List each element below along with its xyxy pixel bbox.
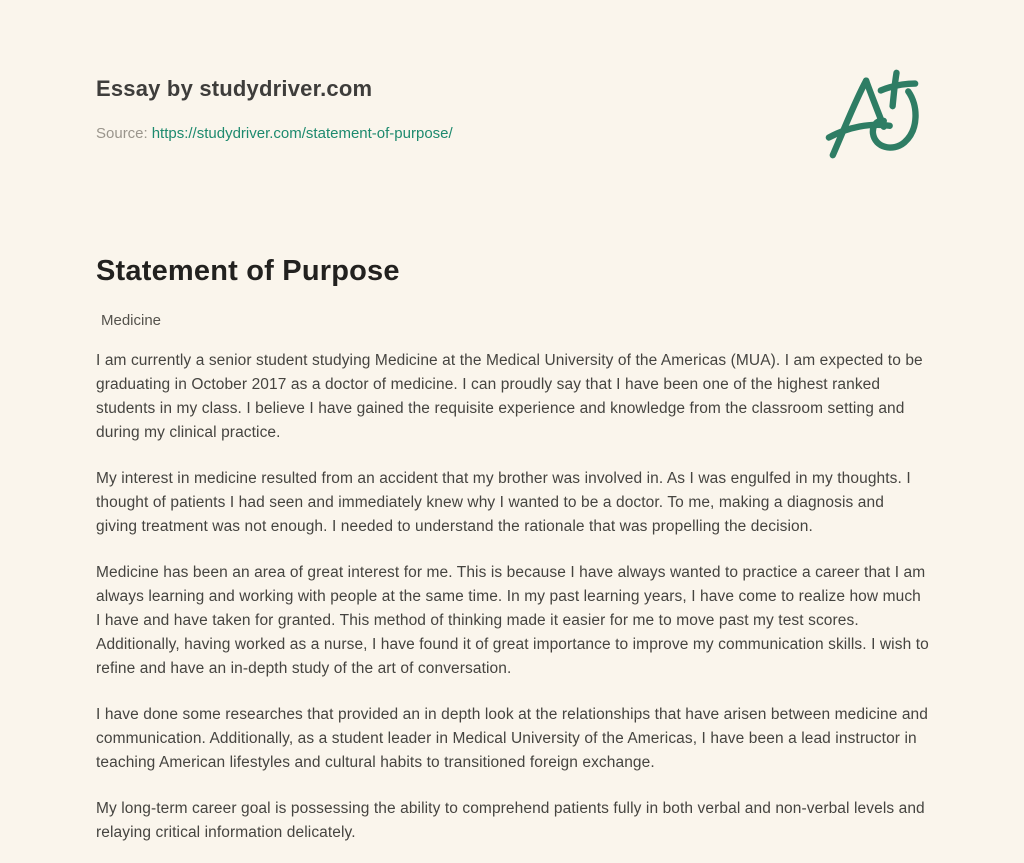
- essay-paragraph: I have done some researches that provided an in depth look at the relationships that have arisen between medicine and communication. Additionally, as a student leader in Medical University of the Americas, I have been a lead instructor in teaching American lifestyles and cultural habits to transitioned foreign exchange.: [96, 706, 929, 772]
- source-label: Source:: [96, 125, 148, 142]
- essay-paragraph: I am currently a senior student studying Medicine at the Medical University of the Americas (MUA). I am expected to be graduating in October 2017 as a doctor of medicine. I can proudly say that I have been one of the highest ranked students in my class. I believe I have gained the requisite experience and knowledge from the classroom setting and during my clinical practice.: [96, 352, 923, 442]
- essay-paragraph: Medicine has been an area of great interest for me. This is because I have always wanted to practice a career that I am always learning and working with people at the same time. In my past learning years, I have come to realize how much I have and have taken for granted. This method of thinking made it easier for me to move past my test scores. Additionally, having worked as a nurse, I have found it of great importance to improve my communication skills. I wish to refine and have an in-depth study of the art of conversation.: [96, 564, 929, 678]
- page-title: Essay by studydriver.com: [96, 76, 373, 101]
- source-url-link[interactable]: https://studydriver.com/statement-of-purpose/: [151, 125, 453, 142]
- article-title: Statement of Purpose: [96, 255, 400, 287]
- essay-paragraph: My interest in medicine resulted from an accident that my brother was involved in. As I was engulfed in my thoughts. I thought of patients I had seen and immediately knew why I wanted to be a doctor. To me, making a diagnosis and giving treatment was not enough. I needed to understand the rationale that was propelling the decision.: [96, 470, 911, 536]
- source-line: [96, 126, 928, 141]
- a-plus-logo-icon: [824, 64, 922, 164]
- essay-body: [96, 349, 929, 845]
- category-label: Medicine: [101, 312, 162, 330]
- essay-paragraph: My long-term career goal is possessing the ability to comprehend patients fully in both verbal and non-verbal levels and relaying critical information delicately.: [96, 800, 925, 842]
